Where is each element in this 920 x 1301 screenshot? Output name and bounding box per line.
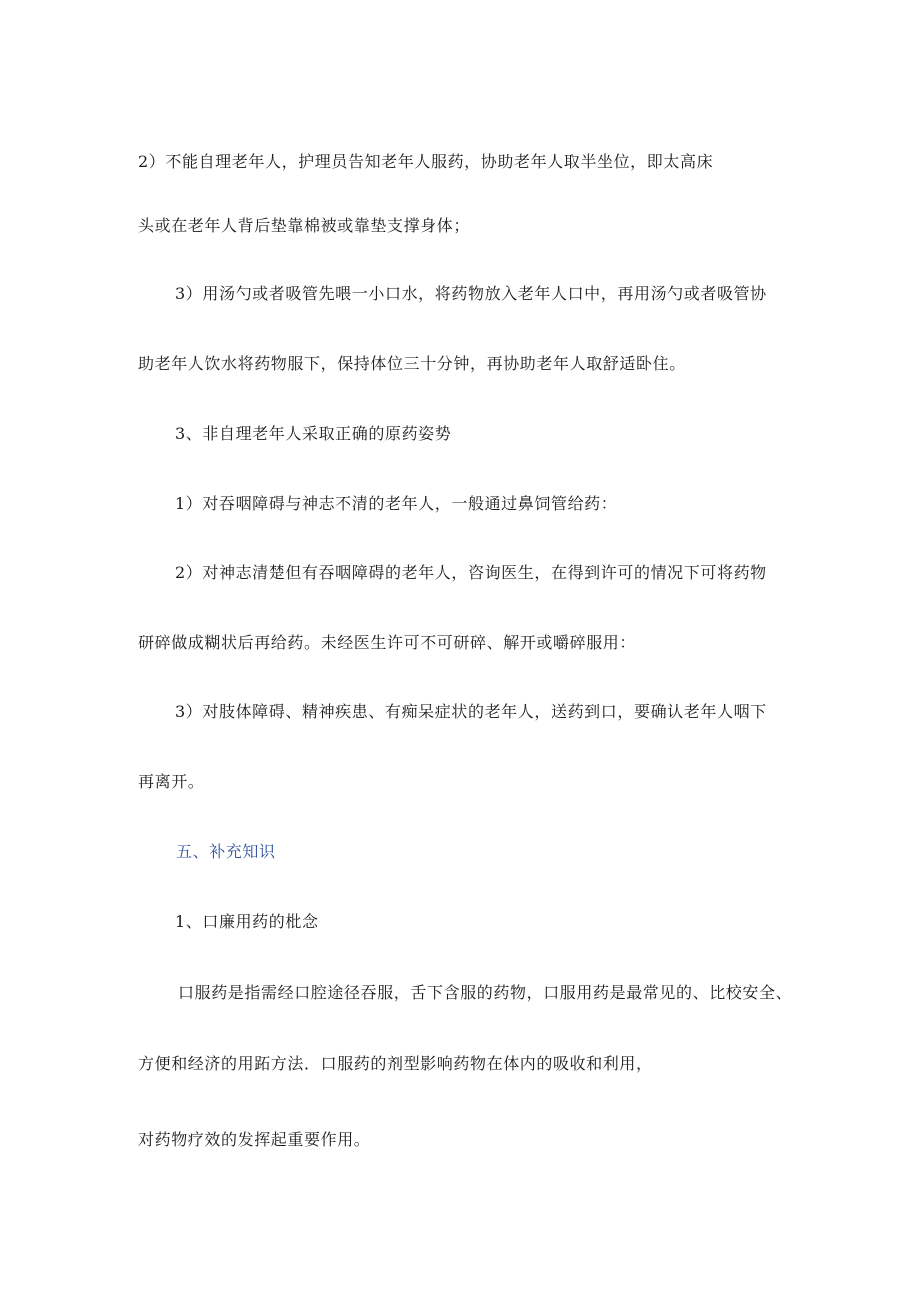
chapter-heading: 五、补充知识 <box>176 842 276 861</box>
paragraph-line: 助老年人饮水将药物服下，保持体位三十分钟，再协助老年人取舒适卧住。 <box>138 354 686 373</box>
paragraph-line: 方便和经济的用跖方法．口服药的剂型影响药物在体内的吸收和利用， <box>138 1054 653 1073</box>
paragraph-line: 2）对神志清楚但有吞咽障碍的老年人，咨询医生，在得到许可的情况下可将药物 <box>175 563 767 582</box>
paragraph-line: 2）不能自理老年人，护理员告知老年人服药，协助老年人取半坐位，即太高床 <box>138 152 714 171</box>
subsection-heading: 1、口廉用药的枇念 <box>175 912 319 931</box>
paragraph-line: 3）用汤勺或者吸管先喂一小口水，将药物放入老年人口中，再用汤勺或者吸管协 <box>175 284 767 303</box>
paragraph-line: 口服药是指需经口腔途径吞服，舌下含服的药物，口服用药是最常见的、比校安全、 <box>178 983 793 1002</box>
paragraph-line: 头或在老年人背后垫靠棉被或靠垫支撑身体； <box>138 216 471 235</box>
paragraph-line: 研碎做成糊状后再给药。未经医生许可不可研碎、解开或嚼碎服用： <box>138 633 637 652</box>
paragraph-line: 对药物疗效的发挥起重要作用。 <box>138 1130 371 1149</box>
section-heading: 3、非自理老年人采取正确的原药姿势 <box>175 424 452 443</box>
paragraph-line: 再离开。 <box>138 772 205 791</box>
paragraph-line: 3）对肢体障碍、精神疾患、有痴呆症状的老年人，送药到口，要确认老年人咽下 <box>175 702 767 721</box>
paragraph-line: 1）对吞咽障碍与神志不清的老年人，一般通过鼻饲管给药： <box>175 494 618 513</box>
